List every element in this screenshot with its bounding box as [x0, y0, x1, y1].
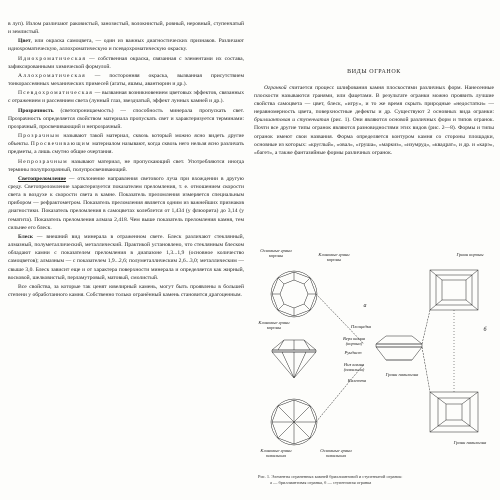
- caption-line-1: Рис. 1. Элементы ограненных камней бриллиантовой и ступенчатой огранок:: [258, 474, 403, 479]
- label-wedge-pavilion-facets: Клиновые грани павильона: [260, 448, 292, 459]
- cut-types-text: [254, 84, 494, 157]
- paragraph-opaque: Непрозрачным называют материал, не пропускающий свет. Употребляются иногда термины полупрозрачный, полупросвечивающий.: [8, 158, 244, 173]
- paragraph-luster: Блеск — внешний вид минерала в отраженном свете. Блеск различают стеклянный, алмазный, полуметаллический, металлический. Практикой установлено, что стеклянным блеском обладают камни с показателем преломления в диапазоне 1,3...1,9 (основное количество самоцветов); алмазным — с показателем 1,9...2,6; полуметаллическим 2,6...3,0; металлическим — свыше 3,0. Блеск зависит еще и от характера поверхности минерала и определяется как жирный, восковой, шелковистый, перламутровый, матовый, смолистый.: [8, 233, 244, 281]
- brilliant-top-view: [271, 271, 317, 317]
- paragraph-transparent: Прозрачным называют такой материал, сквозь который можно ясно видеть другие объекты. Просвечивающим материалом называют, когда сквозь него нельзя ясно различать предметы, а лишь смутно общие очертания.: [8, 133, 244, 156]
- step-top-view: [430, 270, 478, 310]
- paragraph-pseudochromatic: Псевдохроматическая — вызванная возникновением цветовых эффектов, связанных с отражением и рассеянием света (лунный глаз, звездчатый, эффект лунных камней и др.).: [8, 90, 244, 105]
- label-main-crown-facets: Основные грани короны: [260, 248, 292, 259]
- paragraph-transparency: Прозрачность (светопроницаемость) — способность минерала пропускать свет. Прозрачность определяется свойством материала пропускать свет и характеризуется терминами: прозрачный, просвечивающий и непрозрачный.: [8, 107, 244, 130]
- paragraph-fracture: в луп). Излом различают раковистый, занозистый, волокнистый, ровный, неровный, ступенчатый и землистый.: [8, 21, 244, 36]
- paragraph-color: Цвет, или окраска самоцвета, — один из важных диагностических признаков. Различают идиохроматическую, аллохроматическую и псевдохроматическую окраску.: [8, 38, 244, 53]
- left-text-column: [8, 20, 244, 498]
- brilliant-bottom-view: [271, 399, 317, 445]
- figure-caption: [258, 474, 494, 485]
- paragraph-refraction: Светопреломление — отклонение направления светового луча при вхождении в другую среду. Светопреломление характеризуется показателем преломления, т. е. отношением скорости света в воздухе к скорости света в камне. Показатель преломления измеряется специальным прибором — рефрактометром. Показатель преломления является одним из важнейших признаков диагностики. Показатель преломления в самоцветах колеблется от 1,434 (у флюорита) до 3,14 (у гематита). Показатель преломления алмаза 2,418. Чем выше показатель преломления камня, тем сильнее его блеск.: [8, 175, 244, 231]
- section-heading: ВИДЫ ОГРАНОК: [347, 69, 401, 75]
- label-letter-a: а: [363, 303, 367, 309]
- brilliant-side-view: [272, 340, 316, 378]
- label-culet: Калетта: [347, 378, 367, 383]
- step-side-view: [376, 336, 422, 360]
- cut-diagram-figure: [254, 244, 494, 470]
- label-main-pavilion-facets: Основные грани павильона: [320, 448, 352, 459]
- paragraph-idiochromatic: Идиохроматическая — собственная окраска, связанная с элементами их состава, зафиксированными химической формулой.: [8, 55, 244, 70]
- step-bottom-view: [430, 392, 478, 432]
- label-girdle: Рундист: [344, 350, 362, 355]
- label-pavilion: Низ камня (павильон): [343, 362, 365, 373]
- label-crown: Верх камня (корона): [343, 336, 365, 347]
- label-letter-b: б: [483, 327, 487, 333]
- label-pavilion-facets: Грани павильона: [385, 372, 419, 377]
- label-table: Площадка: [350, 324, 372, 329]
- paragraph-cutting: Огранкой считается процесс шлифования камня плоскостями различных форм. Нанесенные плоскости называются гранями, или фацетами. В результате огранки можно проявить лучшие свойства самоцвета — цвет, блеск, «игру», и то же время скрыть природные «недостатки» — неравномерность цвета, поверхностные дефекты и др. Существуют 2 основных вида огранки: бриллиантовая и ступенчатая (рис. 1). Они являются основой различных форм и типов огранок. Почти все другие типы огранок являются разновидностями этих видов (рис. 2—8). Формы и типы огранок имеют свои названия. Форма определяется контуром камня со стороны площадки, основные из которых: «круглый», «овал», «груша», «маркиз», «изумруд», «квадрат», и др. и «карэ», «багет», а также фантазийные формы различных огранок.: [254, 85, 494, 156]
- label-pavilion-facets-2: Грани павильона: [453, 440, 487, 445]
- paragraph-properties: Все свойства, за которые так ценят ювелирный камень, могут быть проявлены в большей степени у обработанного камня. Собственно только огранённый камень становится драгоценным.: [8, 283, 244, 298]
- cut-diagram: [254, 244, 494, 470]
- label-wedge-crown-facets: Клиновые грани короны: [318, 252, 350, 263]
- caption-line-2: а — бриллиантовая огранка, б — ступенчатая огранка: [270, 479, 372, 485]
- paragraph-allochromatic: Аллохроматическая — посторонняя окраска, вызванная присутствием тонкорассеянных механических примесей (агаты, яшмы, авантюрин и др.).: [8, 72, 244, 88]
- label-wedge-crown-facets-2: Клиновые грани короны: [258, 320, 290, 331]
- label-crown-facets: Грани короны: [456, 252, 484, 257]
